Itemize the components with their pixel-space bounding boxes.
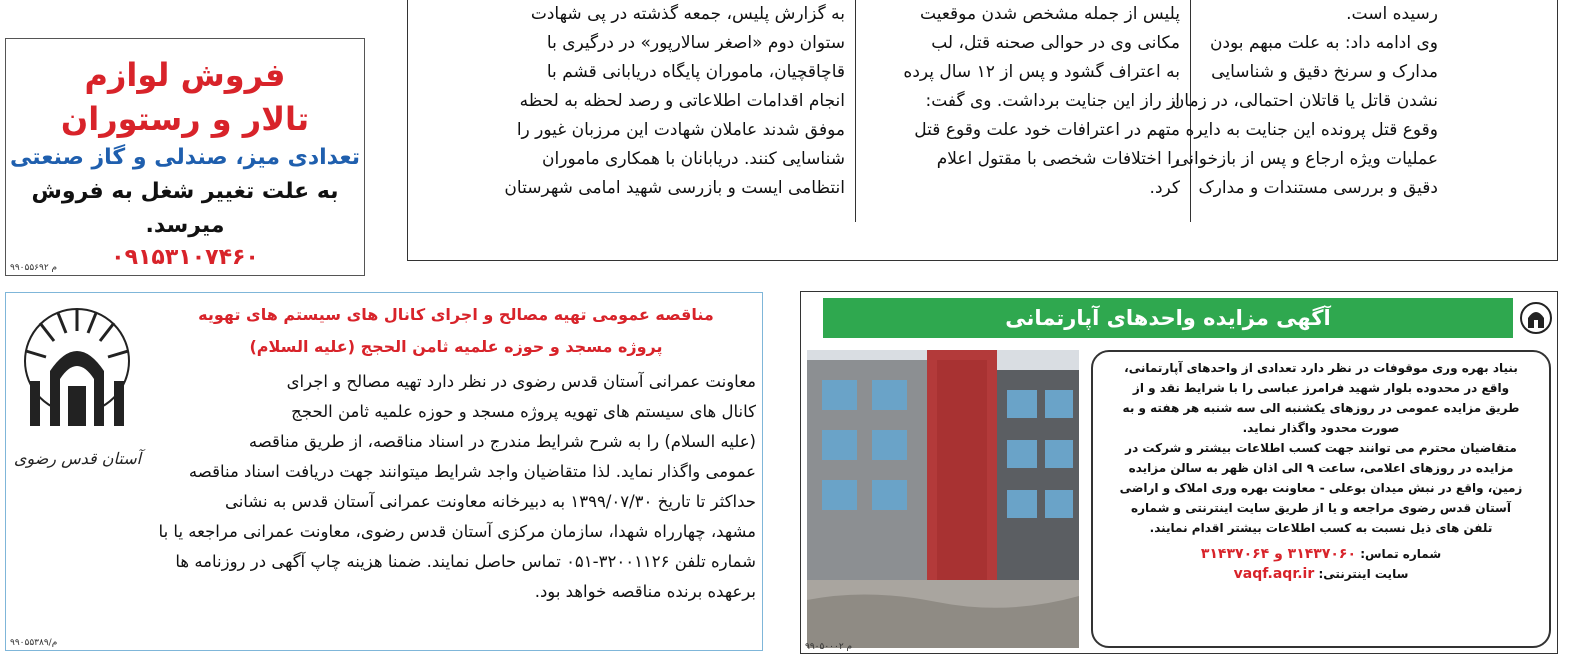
news-line: به گزارش پلیس، جمعه گذشته در پی شهادت — [530, 4, 845, 24]
sale-ad-phone: ۰۹۱۵۳۱۰۷۴۶۰ — [111, 245, 259, 270]
news-line: قاچاقچیان، ماموران پایگاه دریابانی قشم با — [546, 62, 845, 82]
dome-icon — [1519, 298, 1553, 338]
news-line: نشدن قاتل یا قاتلان احتمالی، در زمان — [1171, 91, 1438, 111]
news-line: موفق شدند عاملان شهادت این مرزبان غیور را — [516, 120, 845, 140]
auction-line: بنیاد بهره وری موقوفات در نظر دارد تعدادی از واحدهای آپارتمانی، — [1124, 361, 1518, 375]
news-column-2 — [868, 0, 1180, 203]
news-line: عملیات ویژه ارجاع و پس از بازخوانی — [1175, 149, 1438, 169]
apartment-building-image — [807, 350, 1079, 648]
news-line: انتظامی ایست و بازرسی شهید امامی شهرستان — [504, 178, 845, 198]
news-line: وقوع قتل پرونده این جنایت به دایره — [1185, 120, 1438, 140]
news-column-1 — [1171, 0, 1438, 203]
auction-line: طریق مزایده عمومی در روزهای یکشنبه الی سه شنبه هر هفته و به — [1122, 401, 1520, 415]
ad-code: م ۹۹۰۵۰۰۰۲ — [805, 642, 853, 652]
news-line: مکانی وی در حوالی صحنه قتل، لب — [931, 33, 1180, 53]
news-column-3 — [415, 0, 845, 203]
tender-line: کانال های سیستم های تهویه پروژه مسجد و حوزه علمیه ثامن الحجج — [291, 402, 756, 421]
tender-line: برعهده برنده مناقصه خواهد بود. — [534, 582, 756, 601]
auction-site — [1101, 564, 1541, 584]
auction-contact — [1101, 544, 1541, 564]
news-line: شناسایی کنند. دریابانان با همکاری ماموران — [542, 149, 845, 169]
auction-line: صورت محدود واگذار نماید. — [1242, 421, 1400, 435]
logo-caption: آستان قدس رضوی — [13, 449, 142, 468]
sale-ad-title: فروش لوازم — [84, 56, 286, 94]
auction-line: مزایده در روزهای اعلامی، ساعت ۹ الی اذان ظهر به سالن مزایده — [1128, 461, 1514, 475]
news-line: پلیس از جمله مشخص شدن موقعیت — [920, 4, 1180, 24]
news-line: دقیق و بررسی مستندات و مدارک — [1198, 178, 1438, 198]
tender-line: حداکثر تا تاریخ ۱۳۹۹/۰۷/۳۰ به دبیرخانه معاونت عمرانی آستان قدس به نشانی — [224, 492, 756, 511]
auction-line: تلفن های ذیل نسبت به کسب اطلاعات بیشتر اقدام نمایند. — [1149, 521, 1493, 535]
news-line: مدارک و سرنخ دقیق و شناسایی — [1211, 62, 1438, 82]
tender-line: (علیه السلام) را به شرح شرایط مندرج در اسناد مناقصه، از طریق مناقصه — [248, 432, 756, 451]
tender-body — [56, 367, 756, 607]
sale-ad — [5, 38, 365, 276]
news-line: ستوان دوم «اصغر سالارپور» در درگیری با — [546, 33, 845, 53]
sale-ad-subtitle: تالار و رستوران — [60, 100, 310, 138]
auction-line: واقع در محدوده بلوار شهید فرامرز عباسی را با شرایط نقد و از — [1132, 381, 1510, 395]
ad-code: م ۹۹۰۵۵۶۹۲ — [10, 263, 58, 273]
ad-code: م/۹۹۰۵۵۳۸۹ — [10, 638, 58, 648]
auction-line: آستان قدس رضوی مراجعه و یا از طریق سایت اینترنتی و شماره — [1131, 501, 1511, 515]
news-line: کرد. — [1149, 178, 1180, 198]
site-label: سایت اینترنتی: — [1318, 567, 1409, 581]
news-line: رسیده است. — [1346, 4, 1438, 24]
news-line: از راز این جنایت برداشت. وی گفت: — [925, 91, 1180, 111]
auction-heading: آگهی مزایده واحدهای آپارتمانی — [823, 298, 1513, 338]
sale-ad-items: تعدادی میز، صندلی و گاز صنعتی — [9, 145, 361, 170]
site-link[interactable]: vaqf.aqr.ir — [1233, 566, 1315, 582]
sale-ad-reason: به علت تغییر شغل به فروش میرسد. — [31, 179, 339, 238]
phones-label: شماره تماس: — [1360, 547, 1442, 561]
tender-line: معاونت عمرانی آستان قدس رضوی در نظر دارد تهیه مصالح و اجرای — [286, 372, 756, 391]
building-photo — [807, 350, 1079, 648]
tender-line: مشهد، چهارراه شهدا، سازمان مرکزی آستان قدس رضوی، معاونت عمرانی مراجعه یا با — [158, 522, 756, 541]
auction-ad — [800, 291, 1558, 654]
phones-value: ۳۱۴۳۷۰۶۰ و ۳۱۴۳۷۰۶۴ — [1200, 546, 1357, 562]
foundation-logo-icon — [1519, 298, 1553, 338]
news-line: متهم در اعترافات خود علت وقوع قتل — [914, 120, 1180, 140]
news-line: را اختلافات شخصی با مقتول اعلام — [936, 149, 1180, 169]
auction-line: زمین، واقع در نبش میدان بوعلی - معاونت بهره وری املاک و اراضی — [1119, 481, 1523, 495]
news-line: به اعتراف گشود و پس از ۱۲ سال پرده — [903, 62, 1180, 82]
tender-subtitle: پروژه مسجد و حوزه علمیه ثامن الحجج (علیه السلام) — [249, 337, 663, 356]
tender-title: مناقصه عمومی تهیه مصالح و اجرای کانال های سیستم های تهویه — [198, 305, 714, 324]
tender-line: شماره تلفن ۳۲۰۰۱۱۲۶-۰۵۱ تماس حاصل نمایند. ضمنا هزینه چاپ آگهی در روزنامه ها — [175, 552, 756, 571]
auction-body — [1091, 350, 1551, 648]
auction-line: متقاضیان محترم می توانند جهت کسب اطلاعات بیشتر و شرکت در — [1125, 441, 1517, 455]
news-line: انجام اقدامات اطلاعاتی و رصد لحظه به لحظه — [519, 91, 845, 111]
column-divider — [855, 0, 856, 222]
tender-line: عمومی واگذار نماید. لذا متقاضیان واجد شرایط میتوانند جهت دریافت اسناد مناقصه — [188, 462, 756, 481]
news-line: وی ادامه داد: به علت مبهم بودن — [1209, 33, 1438, 53]
tender-ad — [5, 292, 763, 651]
